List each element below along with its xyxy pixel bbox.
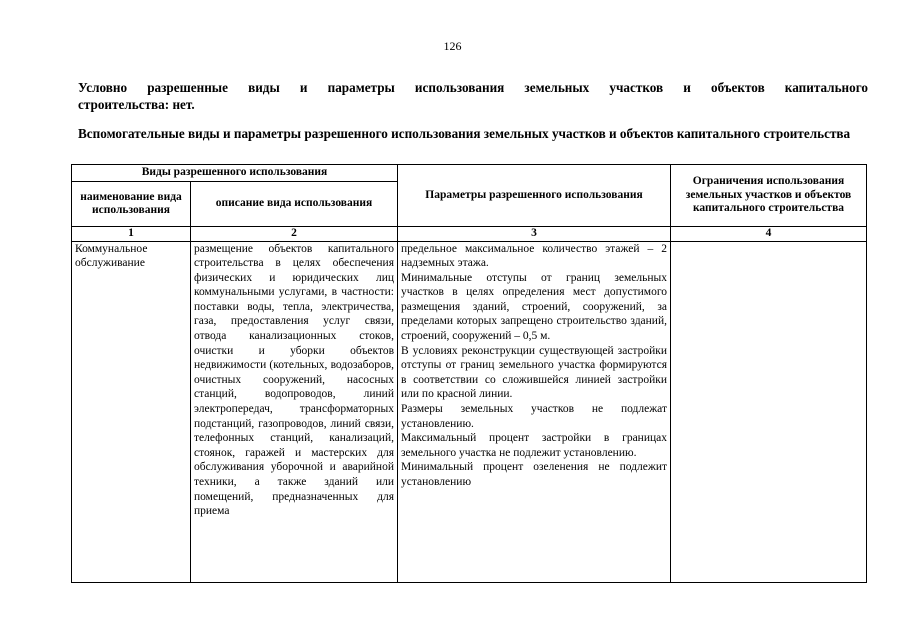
- parameter-item: Минимальные отступы от границ земельных участков в целях определения мест допустимого размещения зданий, строений, сооружений, за пределами которых запрещено строительство зданий, строений, сооружений – 0,5 м.: [401, 271, 667, 343]
- column-number-1: 1: [72, 227, 191, 242]
- column-number-2: 2: [191, 227, 398, 242]
- column-number-3: 3: [398, 227, 671, 242]
- land-use-table: [71, 164, 867, 583]
- parameter-item: В условиях реконструкции существующей застройки отступы от границ земельного участка формируются в соответствии со сложившейся линией застройки или по красной линии.: [401, 344, 667, 401]
- column-number-4: 4: [671, 227, 867, 242]
- heading-auxiliary-uses: Вспомогательные виды и параметры разрешенного использования земельных участков и объектов капитального строительства: [78, 126, 851, 141]
- table-row: [72, 241, 867, 582]
- header-restrictions: Ограничения использования земельных участков и объектов капитального строительства: [671, 165, 867, 227]
- parameter-item: Минимальный процент озеленения не подлежит установлению: [401, 461, 667, 488]
- parameter-item: Максимальный процент застройки в границах земельного участка не подлежит установлению.: [401, 432, 667, 459]
- restrictions-cell: [671, 241, 867, 582]
- header-uses-group: Виды разрешенного использования: [72, 165, 398, 182]
- parameter-item: предельное максимальное количество этажей – 2 надземных этажа.: [401, 242, 667, 270]
- use-description-cell: размещение объектов капитального строительства в целях обеспечения физических и юридических лиц коммунальными услугами, в частности: поставки воды, тепла, электричества, газа, предоставления услуг связи, отвода канализационных стоков, очистки и уборки объектов недвижимости (котельных, водозаборов, очистных сооружений, насосных станций, водопроводов, линий электропередач, трансформаторных подстанций, газопроводов, линий связи, телефонных станций, канализаций, стоянок, гаражей и мастерских для обслуживания уборочной и аварийной техники, а также зданий или помещений, предназначенных для приема: [191, 241, 398, 582]
- heading-conditional-uses: [78, 79, 868, 113]
- parameter-item: Размеры земельных участков не подлежат установлению.: [401, 403, 667, 430]
- heading-conditional-line1: Условно разрешенные виды и параметры использования земельных участков и объектов капитального: [78, 80, 868, 95]
- parameters-cell: [398, 241, 671, 582]
- page-number: 126: [443, 39, 462, 53]
- heading-conditional-line2: строительства: нет.: [78, 97, 195, 112]
- use-name-cell: Коммунальное обслуживание: [72, 241, 191, 582]
- header-use-description: описание вида использования: [191, 182, 398, 227]
- header-use-name: наименование вида использования: [72, 182, 191, 227]
- header-parameters: Параметры разрешенного использования: [398, 165, 671, 227]
